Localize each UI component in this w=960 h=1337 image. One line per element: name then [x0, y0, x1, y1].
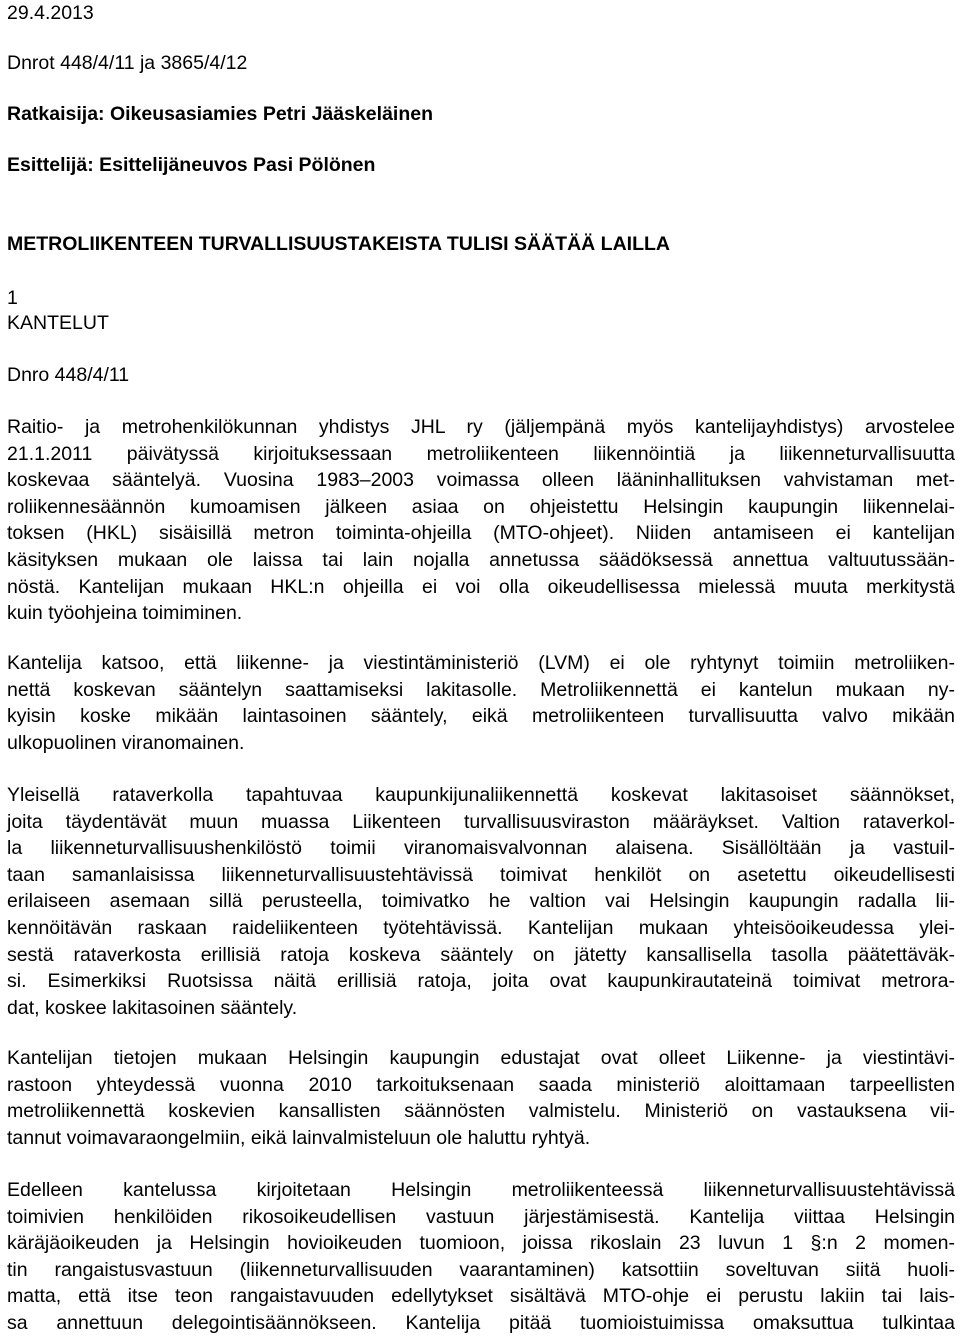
paragraph-line: koskevaa sääntelyä. Vuosina 1983–2003 voimassa olleen lääninhallituksen vahvistaman met- — [7, 469, 955, 492]
paragraph-line: ulkopuolinen viranomainen. — [7, 731, 245, 754]
paragraph-line: taan samanlaisissa liikenneturvallisuustehtävissä toimivat henkilöt on asetettu oikeudellisesti — [7, 863, 955, 886]
paragraph-line: toksen (HKL) sisäisillä metron toiminta-ohjeilla (MTO-ohjeet). Niiden antamiseen ei kantelijan — [7, 522, 955, 545]
paragraph-line: kyisin koske mikään laintasoinen sääntely, eikä metroliikenteen turvallisuutta valvo mikään — [7, 705, 955, 728]
ratkaisija-line: Ratkaisija: Oikeusasiamies Petri Jääskeläinen — [7, 103, 434, 125]
section-heading: KANTELUT — [7, 312, 109, 334]
paragraph-line: sestä rataverkosta erillisiä ratoja koskeva sääntely on jätetty kansallisella tasolla päätettäväk- — [7, 943, 955, 966]
document-date: 29.4.2013 — [7, 2, 94, 24]
paragraph-line: erilaiseen asemaan sillä perusteella, toimivatko he valtion vai Helsingin kaupungin radalla lii- — [7, 890, 955, 913]
paragraph-line: metroliikennettä koskevien kansallisten säännösten valmistelu. Ministeriö on vastauksena vii- — [7, 1100, 955, 1123]
paragraph-line: Kantelija katsoo, että liikenne- ja viestintäministeriö (LVM) ei ole ryhtynyt toimiin metroliiken- — [7, 652, 955, 674]
paragraph-line: käsityksen mukaan ole laissa tai lain nojalla annetussa säädöksessä annettua valtuutussään- — [7, 548, 955, 571]
paragraph-line: matta, että itse teon rangaistavuuden edellytykset sisältävä MTO-ohje ei perustu lakiin tai lais- — [7, 1285, 955, 1308]
paragraph-4 — [7, 1045, 955, 1151]
document-title: METROLIIKENTEEN TURVALLISUUSTAKEISTA TULISI SÄÄTÄÄ LAILLA — [7, 233, 670, 255]
esittelija-line: Esittelijä: Esittelijäneuvos Pasi Pölönen — [7, 154, 376, 176]
paragraph-line: la liikenneturvallisuushenkilöstö toimii viranomaisvalvonnan alaisena. Sisällöltään ja vastuil- — [7, 837, 955, 860]
paragraph-line: 21.1.2011 päivätyssä kirjoituksessaan metroliikenteen liikennöintiä ja liikenneturvallisuutta — [7, 442, 955, 465]
section-dnro: Dnro 448/4/11 — [7, 364, 130, 386]
paragraph-line: toimivien henkilöiden rikosoikeudellisen vastuun järjestämisestä. Kantelija viittaa Helsingin — [7, 1205, 955, 1228]
paragraph-line: käräjäoikeuden ja Helsingin hovioikeuden tuomioon, joissa rikoslain 23 luvun 1 §:n 2 momen- — [7, 1232, 955, 1255]
paragraph-line: nettä koskevan sääntelyn saattamiseksi lakitasolle. Metroliikennettä ei kantelun mukaan ny- — [7, 678, 955, 701]
paragraph-2 — [7, 650, 955, 756]
paragraph-line: joita täydentävät muun muassa Liikenteen turvallisuusviraston määräykset. Valtion rataverkol- — [7, 810, 955, 833]
paragraph-line: rastoon yhteydessä vuonna 2010 tarkoituksenaan saada ministeriö aloittamaan tarpeellisten — [7, 1073, 955, 1096]
paragraph-5 — [7, 1177, 955, 1337]
paragraph-line: tannut voimavaraongelmiin, eikä lainvalmisteluun ole haluttu ryhtyä. — [7, 1126, 591, 1149]
paragraph-line: Yleisellä rataverkolla tapahtuvaa kaupunkijunaliikennettä koskevat lakitasoiset säännökset, — [7, 784, 955, 806]
paragraph-line: roliikennesäännön kumoamisen jälkeen asiaa on ohjeistettu Helsingin kaupungin liikennelai- — [7, 495, 955, 518]
paragraph-line: si. Esimerkiksi Ruotsissa näitä erillisiä ratoja, joita ovat kaupunkirautateinä toimivat metrora- — [7, 970, 955, 993]
paragraph-line: sa annettuun delegointisäännökseen. Kantelija pitää tuomioistuimissa omaksuttua tulkintaa — [7, 1311, 955, 1334]
paragraph-line: Edelleen kantelussa kirjoitetaan Helsingin metroliikenteessä liikenneturvallisuustehtävissä — [7, 1179, 955, 1201]
paragraph-1 — [7, 414, 955, 627]
paragraph-line: nöstä. Kantelijan mukaan HKL:n ohjeilla ei voi olla oikeudellisessa mielessä muuta merkitystä — [7, 575, 955, 598]
paragraph-line: kuin työohjeina toimiminen. — [7, 602, 243, 625]
paragraph-line: Kantelijan tietojen mukaan Helsingin kaupungin edustajat ovat olleet Liikenne- ja viestintävi- — [7, 1047, 955, 1069]
paragraph-line: kennöitävän raskaan raideliikenteen työtehtävissä. Kantelijan mukaan yhteisöoikeudessa ylei- — [7, 916, 955, 939]
paragraph-line: tin rangaistusvastuun (liikenneturvallisuuden vaarantaminen) katsottiin soveltuvan siitä huoli- — [7, 1258, 955, 1281]
section-number: 1 — [7, 287, 18, 309]
paragraph-line: Raitio- ja metrohenkilökunnan yhdistys JHL ry (jäljempänä myös kantelijayhdistys) arvostelee — [7, 416, 955, 438]
paragraph-3 — [7, 782, 955, 1021]
document-dnro: Dnrot 448/4/11 ja 3865/4/12 — [7, 52, 248, 74]
paragraph-line: dat, koskee lakitasoinen sääntely. — [7, 996, 298, 1019]
